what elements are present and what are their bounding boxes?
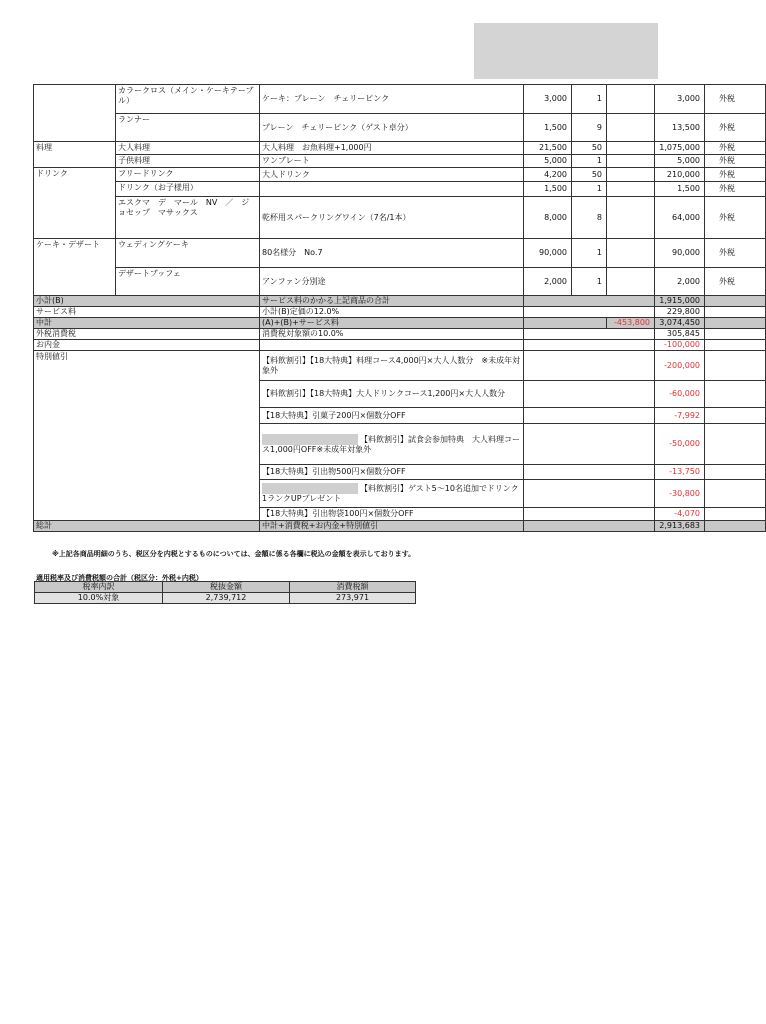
external-tax-value: 305,845 xyxy=(655,329,705,340)
rate-table-row xyxy=(35,593,416,604)
rate-table-header xyxy=(35,582,416,593)
category-cell: ドリンク xyxy=(34,168,116,239)
tax-type: 外税 xyxy=(705,114,766,142)
item-description: ケーキ：プレーン チェリーピンク xyxy=(260,85,524,114)
subtotal-description: サービス料のかかる上記商品の合計 xyxy=(260,296,524,307)
midtotal-value: 3,074,450 xyxy=(655,318,705,329)
unit-price: 90,000 xyxy=(524,239,572,268)
header-tax-amount: 消費税額 xyxy=(290,582,416,593)
tax-type: 外税 xyxy=(705,197,766,239)
quantity: 1 xyxy=(572,182,607,197)
item-name: 大人料理 xyxy=(116,142,260,155)
grand-total-value: 2,913,683 xyxy=(655,521,705,532)
midtotal-row xyxy=(34,318,766,329)
item-description: 大人料理 お魚料理+1,000円 xyxy=(260,142,524,155)
unit-price: 21,500 xyxy=(524,142,572,155)
deposit-value: -100,000 xyxy=(655,340,705,351)
item-row xyxy=(34,168,766,182)
item-description: アンファン分別途 xyxy=(260,268,524,296)
item-name: デザートブッフェ xyxy=(116,268,260,296)
service-charge-value: 229,800 xyxy=(655,307,705,318)
item-name: ウェディングケーキ xyxy=(116,239,260,268)
item-name: ランナー xyxy=(116,114,260,142)
amount: 64,000 xyxy=(655,197,705,239)
tax-type: 外税 xyxy=(705,268,766,296)
item-row xyxy=(34,155,766,168)
item-row xyxy=(34,85,766,114)
item-description: ワンプレート xyxy=(260,155,524,168)
subtotal-row xyxy=(34,296,766,307)
adjust-cell xyxy=(607,114,655,142)
external-tax-description: 消費税対象額の10.0% xyxy=(260,329,524,340)
category-cell xyxy=(34,85,116,142)
tax-amount: 273,971 xyxy=(290,593,416,604)
service-charge-row xyxy=(34,307,766,318)
discount-description: 【料飲割引】ゲスト5～10名追加でドリンク1ランクUPプレゼント xyxy=(260,480,524,508)
unit-price: 5,000 xyxy=(524,155,572,168)
discount-description: 【料飲割引】試食会参加特典 大人料理コース1,000円OFF※未成年対象外 xyxy=(260,424,524,465)
amount: 5,000 xyxy=(655,155,705,168)
unit-price: 1,500 xyxy=(524,182,572,197)
discount-value: -7,992 xyxy=(655,408,705,424)
header-rate-breakdown: 税率内訳 xyxy=(35,582,163,593)
amount: 2,000 xyxy=(655,268,705,296)
unit-price: 4,200 xyxy=(524,168,572,182)
amount: 13,500 xyxy=(655,114,705,142)
tax-type: 外税 xyxy=(705,239,766,268)
redacted-text xyxy=(262,434,358,445)
unit-price: 8,000 xyxy=(524,197,572,239)
adjust-cell xyxy=(607,85,655,114)
special-discount-label: 特別値引 xyxy=(34,351,260,521)
item-description: プレーン チェリーピンク（ゲスト卓分） xyxy=(260,114,524,142)
header-amount-excl-tax: 税抜金額 xyxy=(163,582,290,593)
item-name: カラークロス（メイン・ケーキテーブル） xyxy=(116,85,260,114)
grand-total-description: 中計+消費税+お内金+特別値引 xyxy=(260,521,524,532)
unit-price: 1,500 xyxy=(524,114,572,142)
quantity: 1 xyxy=(572,268,607,296)
discount-description: 【18大特典】引出物500円×個数分OFF xyxy=(260,465,524,480)
quantity: 9 xyxy=(572,114,607,142)
discount-value: -30,800 xyxy=(655,480,705,508)
midtotal-label: 中計 xyxy=(34,318,260,329)
amount: 1,075,000 xyxy=(655,142,705,155)
adjust-cell xyxy=(607,197,655,239)
adjust-cell xyxy=(607,182,655,197)
item-description: 大人ドリンク xyxy=(260,168,524,182)
item-name: ドリンク（お子様用） xyxy=(116,182,260,197)
rate-table-title: 適用税率及び消費税額の合計（税区分：外税+内税） xyxy=(36,574,203,582)
tax-type: 外税 xyxy=(705,142,766,155)
tax-type: 外税 xyxy=(705,85,766,114)
tax-type: 外税 xyxy=(705,168,766,182)
quantity: 8 xyxy=(572,197,607,239)
amount: 90,000 xyxy=(655,239,705,268)
discount-value: -200,000 xyxy=(655,351,705,381)
tax-type: 外税 xyxy=(705,182,766,197)
item-name: 子供料理 xyxy=(116,155,260,168)
category-cell: 料理 xyxy=(34,142,116,168)
service-charge-description: 小計(B)定価の12.0% xyxy=(260,307,524,318)
redacted-logo-area xyxy=(474,23,658,79)
item-row xyxy=(34,114,766,142)
unit-price: 2,000 xyxy=(524,268,572,296)
item-row xyxy=(34,182,766,197)
category-cell: ケーキ・デザート xyxy=(34,239,116,296)
rate-category: 10.0%対象 xyxy=(35,593,163,604)
tax-note: ※上記各商品明細のうち、税区分を内税とするものについては、金額に係る各欄に税込の金額を表示しております。 xyxy=(52,550,416,558)
grand-total-label: 総計 xyxy=(34,521,260,532)
grand-total-row xyxy=(34,521,766,532)
midtotal-description: (A)+(B)+サービス料 xyxy=(260,318,524,329)
adjust-cell xyxy=(607,168,655,182)
redacted-text xyxy=(262,483,358,494)
item-description: 乾杯用スパークリングワイン（7名/1本） xyxy=(260,197,524,239)
quantity: 50 xyxy=(572,168,607,182)
adjust-cell xyxy=(607,142,655,155)
item-row xyxy=(34,197,766,239)
tax-rate-table xyxy=(34,581,416,604)
external-tax-row xyxy=(34,329,766,340)
tax-type: 外税 xyxy=(705,155,766,168)
adjust-cell xyxy=(607,268,655,296)
item-description: 80名様分 No.7 xyxy=(260,239,524,268)
item-row xyxy=(34,268,766,296)
discount-value: -60,000 xyxy=(655,381,705,408)
unit-price: 3,000 xyxy=(524,85,572,114)
quantity: 1 xyxy=(572,85,607,114)
discount-description: 【18大特典】引出物袋100円×個数分OFF xyxy=(260,508,524,521)
quantity: 50 xyxy=(572,142,607,155)
discount-value: -4,070 xyxy=(655,508,705,521)
quantity: 1 xyxy=(572,239,607,268)
deposit-label: お内金 xyxy=(34,340,260,351)
item-row xyxy=(34,239,766,268)
external-tax-label: 外税消費税 xyxy=(34,329,260,340)
service-charge-label: サービス料 xyxy=(34,307,260,318)
invoice-table xyxy=(33,84,766,532)
quantity: 1 xyxy=(572,155,607,168)
adjust-cell xyxy=(607,239,655,268)
item-description xyxy=(260,182,524,197)
adjust-cell xyxy=(607,155,655,168)
discount-description: 【料飲割引】【18大特典】大人ドリンクコース1,200円×大人人数分 xyxy=(260,381,524,408)
discount-row xyxy=(34,351,766,381)
discount-description: 【料飲割引】【18大特典】料理コース4,000円×大人人数分 ※未成年対象外 xyxy=(260,351,524,381)
discount-value: -50,000 xyxy=(655,424,705,465)
item-name: フリードリンク xyxy=(116,168,260,182)
deposit-row xyxy=(34,340,766,351)
item-name: エスクマ デ マール NV ／ ジョセップ マサックス xyxy=(116,197,260,239)
midtotal-adjustment: -453,800 xyxy=(607,318,655,329)
subtotal-label: 小計(B) xyxy=(34,296,260,307)
amount: 3,000 xyxy=(655,85,705,114)
discount-value: -13,750 xyxy=(655,465,705,480)
item-row xyxy=(34,142,766,155)
subtotal-value: 1,915,000 xyxy=(655,296,705,307)
amount: 1,500 xyxy=(655,182,705,197)
discount-description: 【18大特典】引菓子200円×個数分OFF xyxy=(260,408,524,424)
amount: 210,000 xyxy=(655,168,705,182)
amount-excl-tax: 2,739,712 xyxy=(163,593,290,604)
